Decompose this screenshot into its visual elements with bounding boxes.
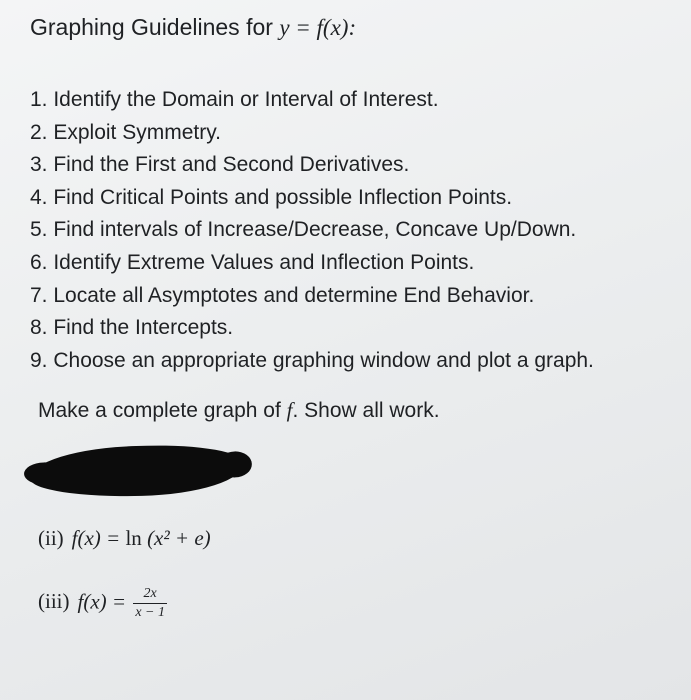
list-item: 1. Identify the Domain or Interval of Interest. bbox=[30, 88, 439, 111]
fraction bbox=[133, 586, 167, 621]
list-item: 4. Find Critical Points and possible Inflection Points. bbox=[30, 185, 513, 209]
problem-label: (ii) bbox=[38, 526, 64, 550]
problem-label: (iii) bbox=[38, 589, 70, 614]
fraction-numerator: 2x bbox=[133, 586, 167, 604]
problem-lhs: f(x) = bbox=[71, 526, 126, 550]
instruction-function: f bbox=[286, 398, 293, 422]
list-item: 7. Locate all Asymptotes and determine End Behavior. bbox=[30, 283, 535, 307]
title-text: Graphing Guidelines for bbox=[30, 14, 280, 40]
list-item: 8. Find the Intercepts. bbox=[30, 316, 234, 340]
title-equation: y = f(x): bbox=[279, 15, 357, 40]
list-item: 5. Find intervals of Increase/Decrease, Concave Up/Down. bbox=[30, 218, 577, 242]
instruction-text bbox=[38, 398, 440, 423]
problem-iii bbox=[38, 586, 167, 621]
problem-ii bbox=[38, 526, 211, 551]
list-item: 2. Exploit Symmetry. bbox=[30, 120, 221, 144]
list-item: 3. Find the First and Second Derivatives. bbox=[30, 153, 410, 177]
page-title bbox=[30, 14, 356, 41]
problem-argument: (x² + e) bbox=[141, 526, 211, 550]
list-item: 6. Identify Extreme Values and Inflection Points. bbox=[30, 250, 475, 274]
problem-lhs: f(x) = bbox=[77, 589, 132, 614]
problem-function-name: ln bbox=[125, 526, 142, 550]
instruction-prefix: Make a complete graph of bbox=[38, 399, 287, 422]
instruction-suffix: . Show all work. bbox=[292, 399, 440, 422]
list-item: 9. Choose an appropriate graphing window and plot a graph. bbox=[30, 348, 594, 372]
fraction-denominator: x − 1 bbox=[135, 605, 165, 620]
guidelines-list bbox=[30, 84, 594, 377]
redaction-mark bbox=[29, 443, 244, 499]
